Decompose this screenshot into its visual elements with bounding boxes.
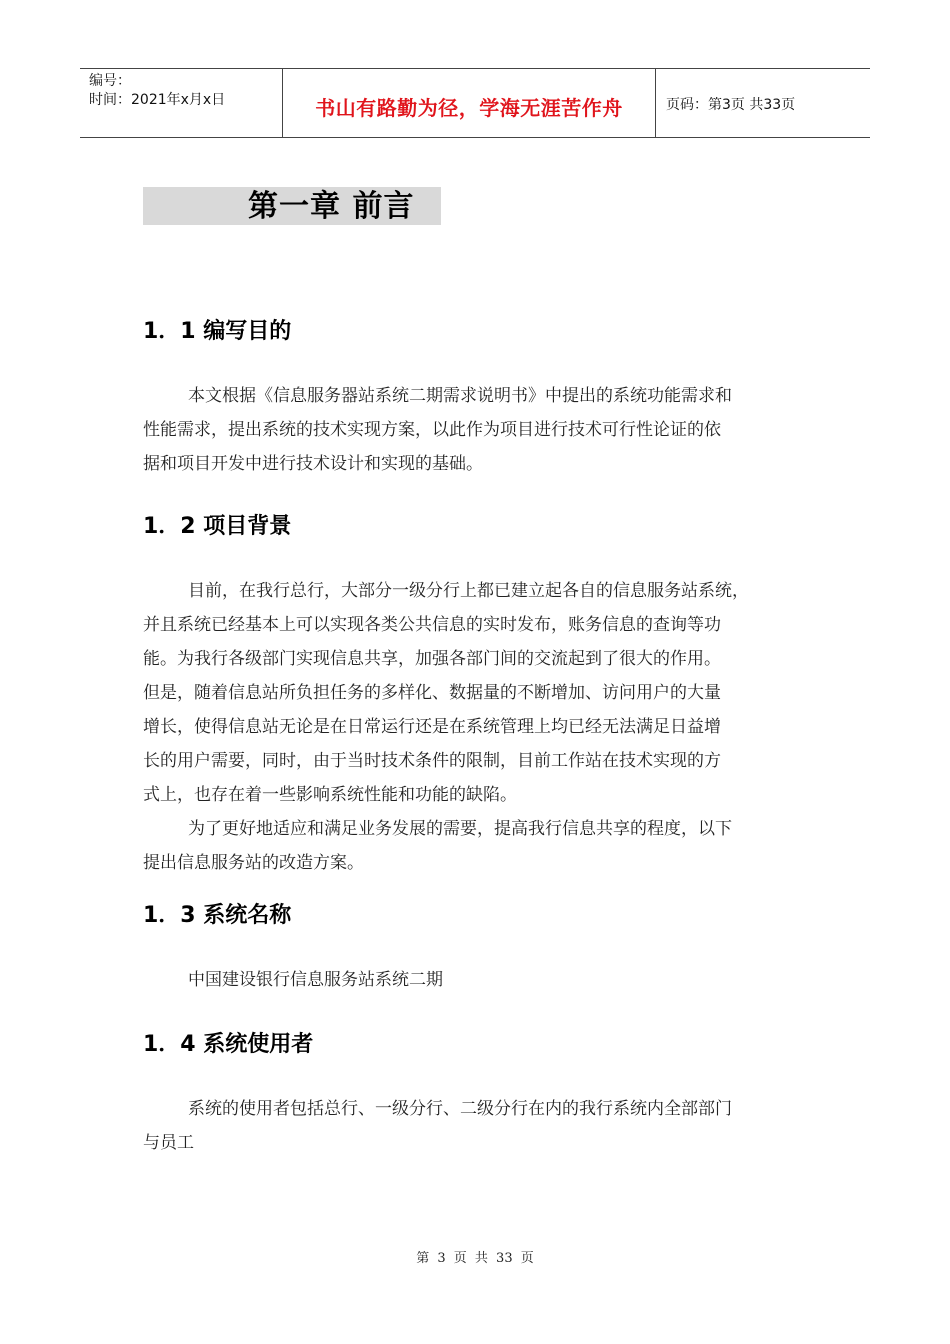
number-label: 编号： [89,73,131,89]
chapter-title: 第一章 前言 [248,189,415,224]
text-line: 能。为我行各级部门实现信息共享，加强各部门间的交流起到了很大的作用。 [143,649,721,669]
text-line: 中国建设银行信息服务站系统二期 [188,970,443,990]
section-body [143,574,813,880]
text-line: 提出信息服务站的改造方案。 [143,853,364,873]
chapter-heading [143,187,441,225]
section-body [143,1092,813,1160]
section-body [143,963,813,997]
header-meta-cell [80,69,282,137]
text-line: 目前，在我行总行，大部分一级分行上都已建立起各自的信息服务站系统， [188,581,749,601]
section-title: 1．2 项目背景 [143,514,292,539]
text-line: 据和项目开发中进行技术设计和实现的基础。 [143,454,483,474]
section-body [143,379,813,481]
document-header [80,68,870,138]
page-footer: 第 3 页 共 33 页 [416,1251,534,1266]
motto-text: 书山有路勤为径，学海无涯苦作舟 [315,96,623,120]
text-line: 增长，使得信息站无论是在日常运行还是在系统管理上均已经无法满足日益增 [143,717,721,737]
text-line: 性能需求，提出系统的技术实现方案，以此作为项目进行技术可行性论证的依 [143,420,721,440]
text-line: 式上，也存在着一些影响系统性能和功能的缺陷。 [143,785,517,805]
section-title: 1．3 系统名称 [143,903,292,928]
header-motto-cell [282,69,656,137]
text-line: 系统的使用者包括总行、一级分行、二级分行在内的我行系统内全部部门 [188,1099,732,1119]
text-line: 长的用户需要，同时，由于当时技术条件的限制，目前工作站在技术实现的方 [143,751,721,771]
text-line: 并且系统已经基本上可以实现各类公共信息的实时发布，账务信息的查询等功 [143,615,721,635]
section-title: 1．1 编写目的 [143,319,292,344]
page-info: 页码：第3页 共33页 [666,97,796,113]
text-line: 为了更好地适应和满足业务发展的需要，提高我行信息共享的程度，以下 [188,819,732,839]
text-line: 本文根据《信息服务器站系统二期需求说明书》中提出的系统功能需求和 [188,386,732,406]
time-label: 时间：2021年x月x日 [89,92,226,108]
text-line: 与员工 [143,1133,194,1153]
header-page-cell [656,69,870,137]
section-title: 1．4 系统使用者 [143,1032,314,1057]
text-line: 但是，随着信息站所负担任务的多样化、数据量的不断增加、访问用户的大量 [143,683,721,703]
